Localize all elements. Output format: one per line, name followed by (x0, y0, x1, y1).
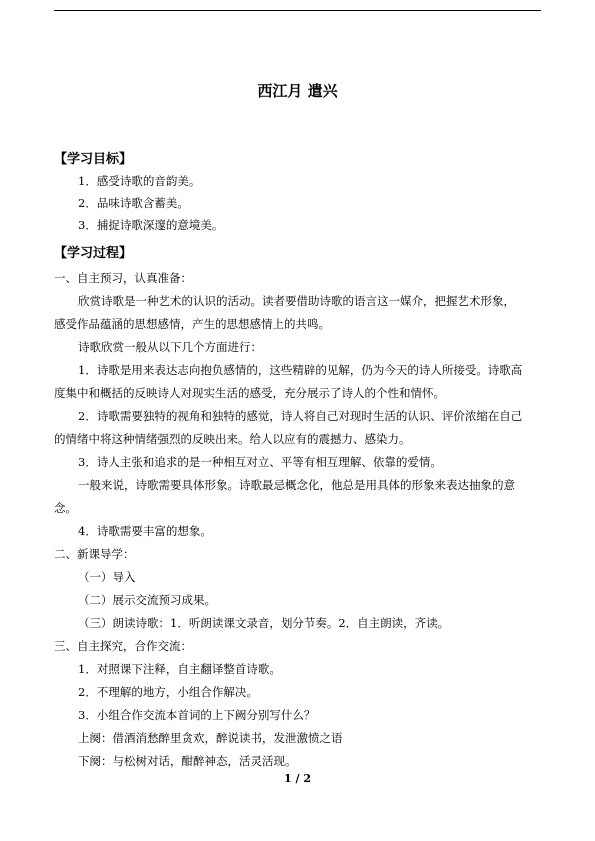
header-rule (54, 10, 541, 11)
list-item: 2．不理解的地方，小组合作解决。 (78, 685, 258, 699)
list-item: 下阕：与松树对话，酣醉神态，活灵活现。 (78, 754, 297, 768)
page-title: 西江月 遣兴 (257, 82, 338, 100)
list-item: （一）导入 (78, 570, 136, 584)
list-item: （三）朗读诗歌：1．听朗读课文录音，划分节奏。2．自主朗读，齐读。 (78, 616, 450, 630)
paragraph-line: 诗歌欣赏一般从以下几个方面进行： (78, 340, 262, 354)
paragraph-line: 度集中和概括的反映诗人对现实生活的感受，充分展示了诗人的个性和情怀。 (54, 386, 445, 400)
list-item: 1．对照课下注释，自主翻译整首诗歌。 (78, 662, 281, 676)
list-item: （二）展示交流预习成果。 (78, 593, 216, 607)
goal-item: 3．捕捉诗歌深邃的意境美。 (78, 218, 224, 232)
page-number: 1 / 2 (284, 772, 311, 785)
goals-heading: 【学习目标】 (54, 152, 133, 167)
paragraph-line: 1．诗歌是用来表达志向抱负感情的，这些精辟的见解，仍为今天的诗人所接受。诗歌高 (78, 363, 523, 377)
section-heading: 三、自主探究，合作交流： (54, 639, 192, 653)
paragraph-line: 一般来说，诗歌需要具体形象。诗歌最忌概念化，他总是用具体的形象来表达抽象的意 (78, 478, 515, 492)
paragraph-line: 4．诗歌需要丰富的想象。 (78, 524, 212, 538)
paragraph-line: 感受作品蕴涵的思想感情，产生的思想感情上的共鸣。 (54, 317, 330, 331)
paragraph-line: 3．诗人主张和追求的是一种相互对立、平等有相互理解、依靠的爱情。 (78, 455, 442, 469)
goal-item: 2．品味诗歌含蓄美。 (78, 196, 189, 210)
paragraph-line: 念。 (54, 501, 77, 515)
list-item: 上阕：借酒消愁醉里贪欢，醉说读书，发泄激愤之语 (78, 731, 343, 745)
paragraph-line: 2．诗歌需要独特的视角和独特的感觉，诗人将自己对现时生活的认识、评价浓缩在自己 (78, 409, 523, 423)
paragraph-line: 的情绪中将这种情绪强烈的反映出来。给人以应有的震撼力、感染力。 (54, 432, 411, 446)
section-heading: 二、新课导学： (54, 547, 135, 561)
list-item: 3．小组合作交流本首词的上下阙分别写什么？ (78, 708, 316, 722)
process-heading: 【学习过程】 (54, 246, 133, 261)
goal-item: 1．感受诗歌的音韵美。 (78, 174, 201, 188)
section-heading: 一、自主预习，认真准备： (54, 271, 192, 285)
paragraph-line: 欣赏诗歌是一种艺术的认识的活动。读者要借助诗歌的语言这一媒介，把握艺术形象， (78, 294, 515, 308)
